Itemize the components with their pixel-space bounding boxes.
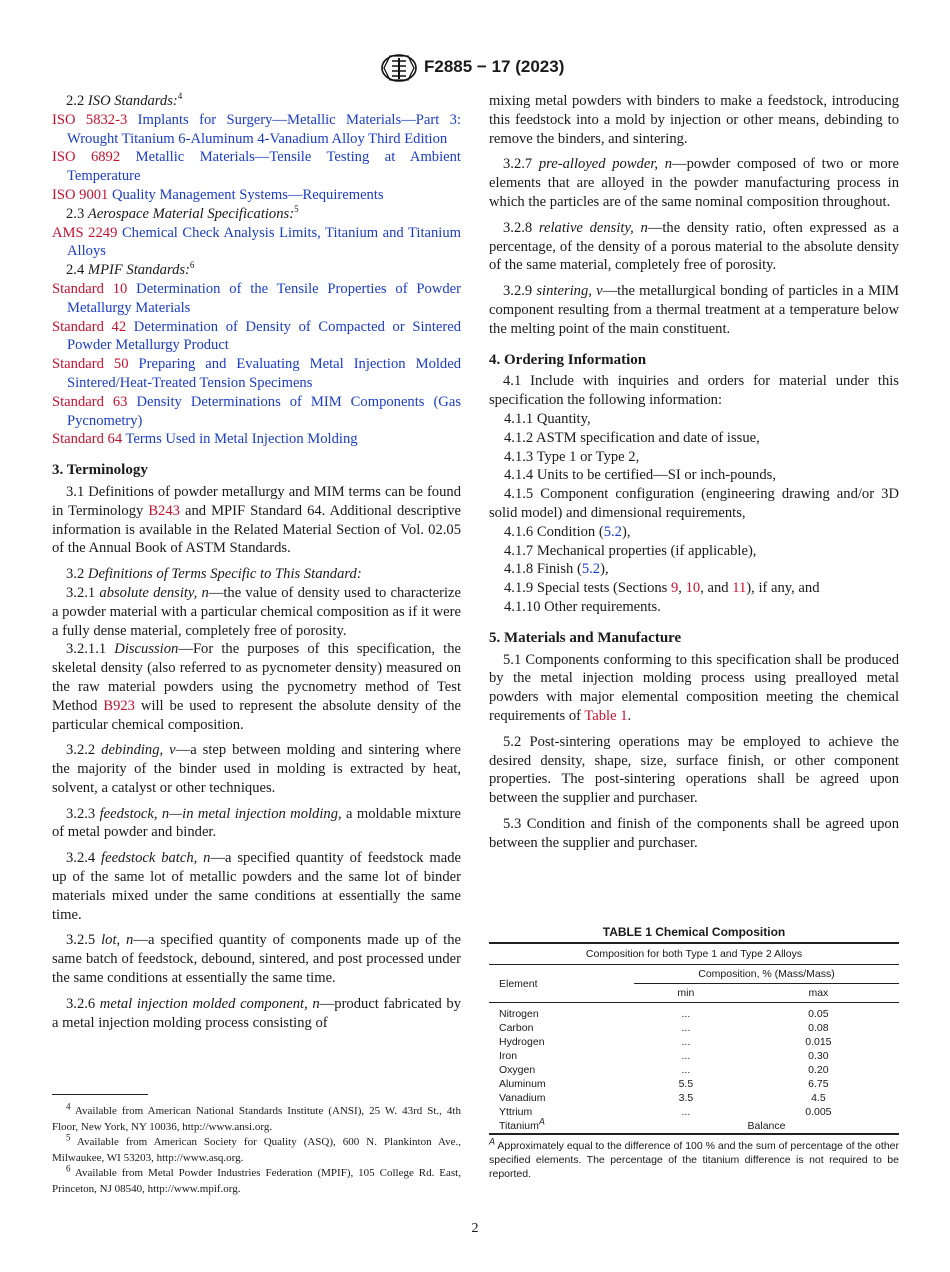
para-3-2-4: 3.2.4 feedstock batch, n—a specified quantity of feedstock made up of the same lot of metallic powders and the same lot of binder materials mixed under the same conditions at essentially the same time. (52, 850, 461, 923)
heading-materials-manufacture: 5. Materials and Manufacture (489, 629, 682, 646)
table-row: Hydrogen ... 0.015 (499, 1036, 832, 1048)
ref-mpif-42[interactable]: Standard 42 Determination of Density of Compacted or Sintered Powder Metallurgy Product (52, 318, 461, 354)
para-5-3: 5.3 Condition and finish of the components shall be agreed upon between the supplier and purchaser. (489, 815, 899, 851)
composition-header: Composition, % (Mass/Mass) (634, 965, 899, 984)
element-header: Element (489, 965, 634, 1003)
section-2-3: 2.3 Aerospace Material Specifications:$^5$ (66, 203, 299, 222)
table-1 (489, 925, 899, 1181)
table-row: Oxygen ... 0.20 (499, 1064, 829, 1076)
ref-iso-5832-3[interactable]: ISO 5832-3 Implants for Surgery—Metallic Materials—Part 3: Wrought Titanium 6-Aluminum 4-Vanadium Alloy Third Edition (52, 111, 461, 147)
link-table-1[interactable]: Table 1 (584, 707, 628, 724)
table-row: Yttrium ... 0.005 (499, 1106, 832, 1118)
link-b243[interactable]: B243 (148, 502, 180, 519)
item-4-1-2: 4.1.2 ASTM specification and date of issue, (504, 429, 760, 446)
item-4-1-7: 4.1.7 Mechanical properties (if applicable), (504, 542, 757, 559)
table-title: TABLE 1 Chemical Composition (602, 925, 786, 939)
footnote-5: $^5$ Available from American Society for Quality (ASQ), 600 N. Plankinton Ave., Milwaukee, WI 53203, http://www.asq.org. (52, 1132, 461, 1164)
ref-iso-6892[interactable]: ISO 6892 Metallic Materials—Tensile Testing at Ambient Temperature (52, 149, 461, 185)
para-3-2-6: 3.2.6 metal injection molded component, n—product fabricated by a metal injection molding process consisting of (52, 995, 461, 1031)
item-4-1-5: 4.1.5 Component configuration (engineering drawing and/or 3D solid model) and dimensional requirements, (489, 486, 899, 521)
para-3-2-1-1: 3.2.1.1 Discussion—For the purposes of this specification, the skeletal density (also referred to as pycnometer density) measured on the raw material powders using the pycnometry method of Test Method B923 will be used to represent the absolute density of the particular chemical composition. (52, 641, 461, 733)
para-3-2-8: 3.2.8 relative density, n—the density ratio, often expressed as a percentage, of the density of a porous material to the absolute density of the same material, completely free of porosity. (489, 219, 899, 274)
min-header: min (634, 984, 738, 1003)
heading-terminology: 3. Terminology (52, 462, 148, 479)
page-header (0, 52, 950, 86)
table-row: Vanadium 3.5 4.5 (499, 1092, 826, 1104)
max-header: max (738, 984, 899, 1003)
para-3-2-7: 3.2.7 pre-alloyed powder, n—powder composed of two or more elements that are alloyed in the powder manufacturing process in which the particles are of the same nominal composition throughout. (489, 156, 899, 210)
para-3-1: 3.1 Definitions of powder metallurgy and MIM terms can be found in Terminology B243 and MPIF Standard 64. Additional descriptive information is available in the Related Material Section of Vol. 02.05 of the Annual Book of ASTM Standards. (52, 483, 462, 557)
item-4-1-1: 4.1.1 Quantity, (504, 410, 591, 427)
ref-mpif-63[interactable]: Standard 63 Density Determinations of MIM Components (Gas Pycnometry) (52, 393, 461, 429)
ref-mpif-64[interactable]: Standard 64 Terms Used in Metal Injection Molding (52, 431, 358, 448)
link-5-2[interactable]: 5.2 (603, 523, 622, 540)
footnotes (52, 1101, 461, 1198)
ref-iso-9001[interactable]: ISO 9001 Quality Management Systems—Requirements (52, 186, 384, 203)
link-section-9[interactable]: 9 (671, 580, 679, 597)
section-2-2: 2.2 ISO Standards:$^4$ (66, 91, 183, 109)
ref-mpif-50[interactable]: Standard 50 Preparing and Evaluating Metal Injection Molded Sintered/Heat-Treated Tension Specimens (52, 356, 461, 391)
section-2-4: 2.4 MPIF Standards:$^6$ (66, 260, 195, 279)
item-4-1-8: 4.1.8 Finish (5.2), (504, 561, 609, 578)
left-column (52, 92, 461, 1032)
table-row: Nitrogen ... 0.05 (499, 1008, 829, 1020)
page-number: 2 (471, 1221, 479, 1236)
footnote-4: $^4$ Available from American National Standards Institute (ANSI), 25 W. 43rd St., 4th Floor, New York, NY 10036, http://www.ansi.org. (52, 1101, 461, 1133)
ref-mpif-10[interactable]: Standard 10 Determination of the Tensile Properties of Powder Metallurgy Materials (52, 280, 462, 316)
ref-ams-2249[interactable]: AMS 2249 Chemical Check Analysis Limits, Titanium and Titanium Alloys (52, 224, 461, 260)
item-4-1-10: 4.1.10 Other requirements. (504, 598, 661, 615)
composition-table (489, 942, 899, 1135)
para-3-2-9: 3.2.9 sintering, v—the metallurgical bonding of particles in a MIM component resulting from a thermal treatment at a temperature below the melting point of the main constituent. (489, 283, 899, 337)
para-4-1: 4.1 Include with inquiries and orders for material under this specification the following information: (489, 373, 899, 409)
link-section-11[interactable]: 11 (732, 580, 747, 597)
item-4-1-4: 4.1.4 Units to be certified—SI or inch-pounds, (504, 467, 776, 484)
para-5-2: 5.2 Post-sintering operations may be employed to achieve the desired density, shape, size, surface finish, or other component properties. The post-sintering operations shall be agreed upon between the supplier and purchaser. (489, 733, 899, 807)
astm-logo-icon (380, 52, 418, 84)
table-row: Aluminum 5.5 6.75 (499, 1078, 829, 1090)
para-3-2-1: 3.2.1 absolute density, n—the value of density used to characterize a powder material with a particular chemical composition as if it were a fully dense material, completely free of porosity. (52, 584, 461, 639)
table-span-header: Composition for both Type 1 and Type 2 Alloys (489, 943, 899, 965)
footnote-divider (52, 1094, 148, 1095)
link-5-2[interactable]: 5.2 (581, 561, 601, 578)
heading-ordering-information: 4. Ordering Information (489, 351, 647, 368)
para-3-2: 3.2 Definitions of Terms Specific to This Standard: (66, 566, 362, 583)
footnote-6: $^6$ Available from Metal Powder Industries Federation (MPIF), 105 College Rd. East, Princeton, NJ 08540, http://www.mpif.org. (52, 1163, 461, 1195)
link-section-10[interactable]: 10 (685, 580, 701, 597)
table-row-titanium: Titanium$^A$ Balance (489, 1119, 899, 1134)
item-4-1-9: 4.1.9 Special tests (Sections 9, 10, and 11), if any, and (504, 580, 820, 597)
link-b923[interactable]: B923 (103, 697, 135, 714)
para-3-2-5: 3.2.5 lot, n—a specified quantity of components made up of the same batch of feedstock, debound, sintered, and post processed under the same conditions at essentially the same time. (52, 932, 461, 987)
para-3-2-6-cont: mixing metal powders with binders to make a feedstock, introducing this feedstock into a mold by injection or other means, debinding to remove the binders, and sintering. (489, 93, 899, 147)
table-footnote: $^A$ Approximately equal to the difference of 100 % and the sum of percentage of the other specified elements. The percentage of the titanium difference is not required to be reported. (489, 1136, 899, 1180)
document-id: F2885 − 17 (2023) (424, 57, 565, 76)
para-3-2-3: 3.2.3 feedstock, n—in metal injection molding, a moldable mixture of metal powder and binder. (52, 805, 461, 841)
para-5-1: 5.1 Components conforming to this specification shall be produced by the metal injection molding process using prealloyed metal powders with major elemental composition meeting the chemical requirements of Table 1. (489, 651, 899, 724)
item-4-1-3: 4.1.3 Type 1 or Type 2, (504, 448, 640, 465)
item-4-1-6: 4.1.6 Condition (5.2), (504, 523, 631, 540)
para-3-2-2: 3.2.2 debinding, v—a step between molding and sintering where the majority of the binder used in molding is extracted by heat, solvent, a catalyst or other techniques. (52, 742, 461, 796)
right-column (489, 92, 899, 852)
table-row: Carbon ... 0.08 (499, 1022, 829, 1034)
table-row: Iron ... 0.30 (499, 1050, 829, 1062)
